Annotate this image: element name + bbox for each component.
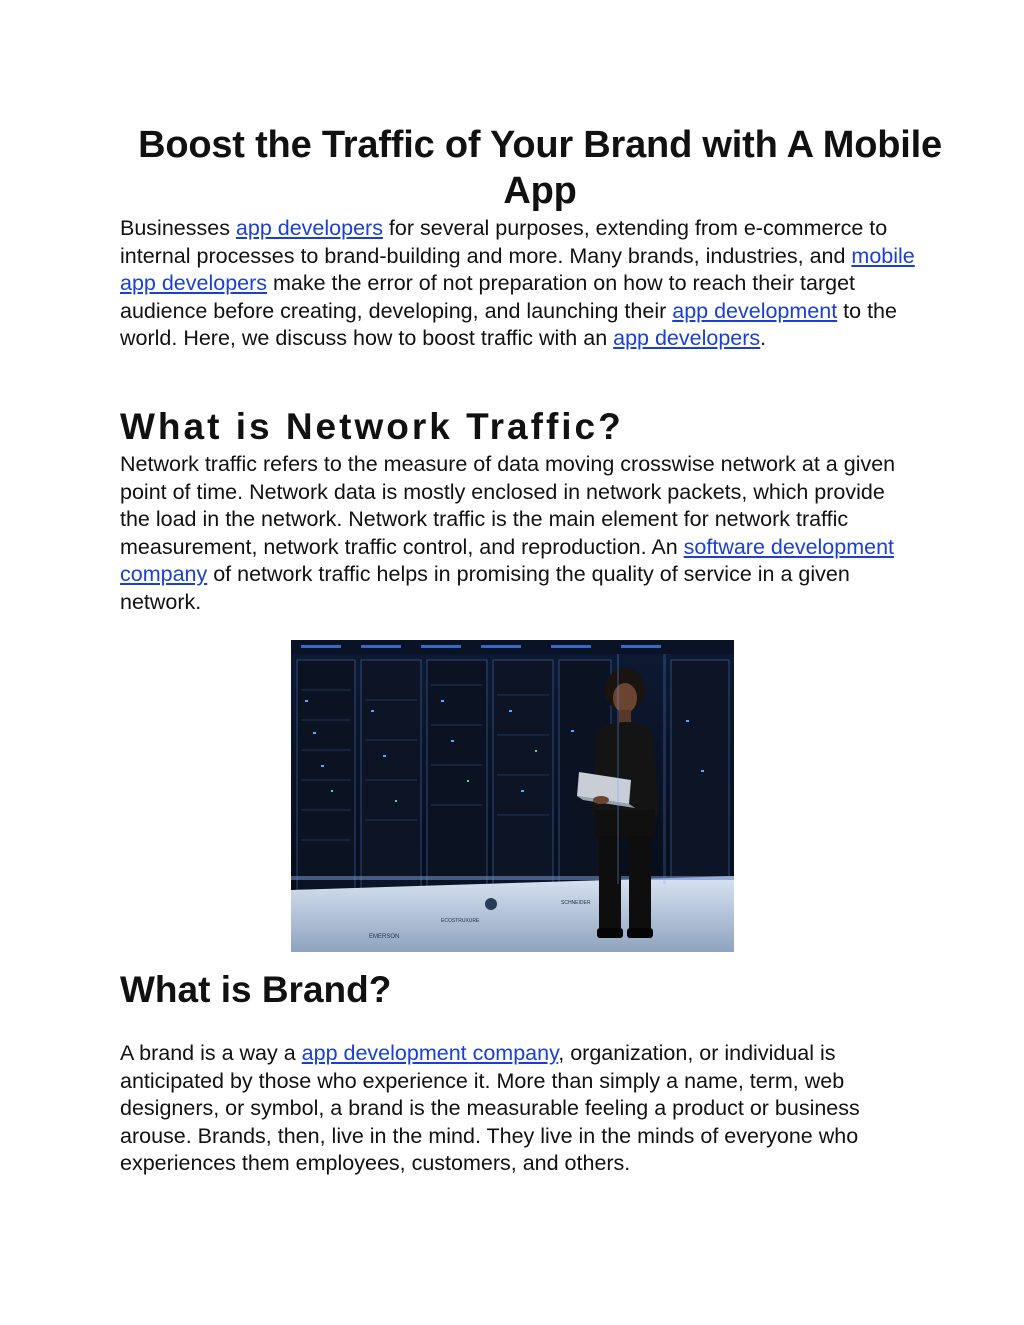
brand-label: ECOSTRUXURE (441, 918, 480, 924)
paragraph-text: make the error of not preparation on how to reach their target audience before creating, developing, and launching their (120, 271, 856, 323)
paragraph-text: , organization, or individual is anticipated by those who experience it. More than simply a name, term, web designers, or symbol, a brand is the measurable feeling a product or business arouse. Brands, then, live in the mind. They live in the minds of everyone who experiences them employees, customers, and others. (120, 1041, 860, 1175)
paragraph-text: for several purposes, extending from e-commerce to internal processes to brand-building and more. Many brands, industries, and (120, 216, 888, 268)
paragraph-text: Network traffic refers to the measure of data moving crosswise network at a given point of time. Network data is mostly enclosed in network packets, which provide the load in the network. Network traffic is the main element for network traffic measurement, network traffic control, and reproduction. An (120, 452, 896, 559)
inline-link[interactable]: mobile app developers (120, 243, 915, 295)
inline-link[interactable]: app development (672, 298, 838, 323)
inline-link[interactable]: app development company (301, 1041, 559, 1065)
data-center-photo (291, 640, 734, 952)
section-heading-network-traffic: What is Network Traffic? (120, 406, 624, 447)
inline-link[interactable]: app developers (235, 216, 383, 240)
paragraph-text: Businesses (120, 216, 236, 240)
inline-link[interactable]: app developers (613, 326, 761, 350)
brand-paragraph (120, 1040, 920, 1178)
photo-illustration (291, 640, 734, 952)
inline-link[interactable]: software development company (120, 534, 895, 586)
paragraph-text: . (760, 326, 767, 350)
intro-paragraph (120, 215, 920, 353)
document-title: Boost the Traffic of Your Brand with A Mobile App (138, 124, 942, 212)
paragraph-text: of network traffic helps in promising the quality of service in a given network. (120, 562, 850, 614)
network-traffic-paragraph (120, 451, 920, 616)
section-heading-brand: What is Brand? (120, 969, 392, 1010)
paragraph-text: to the world. Here, we discuss how to boost traffic with an (120, 298, 897, 350)
brand-label: EMERSON (369, 934, 400, 940)
brand-label: SCHNEIDER (561, 900, 591, 906)
hp-logo-icon (485, 898, 497, 910)
paragraph-text: A brand is a way a (120, 1041, 302, 1065)
